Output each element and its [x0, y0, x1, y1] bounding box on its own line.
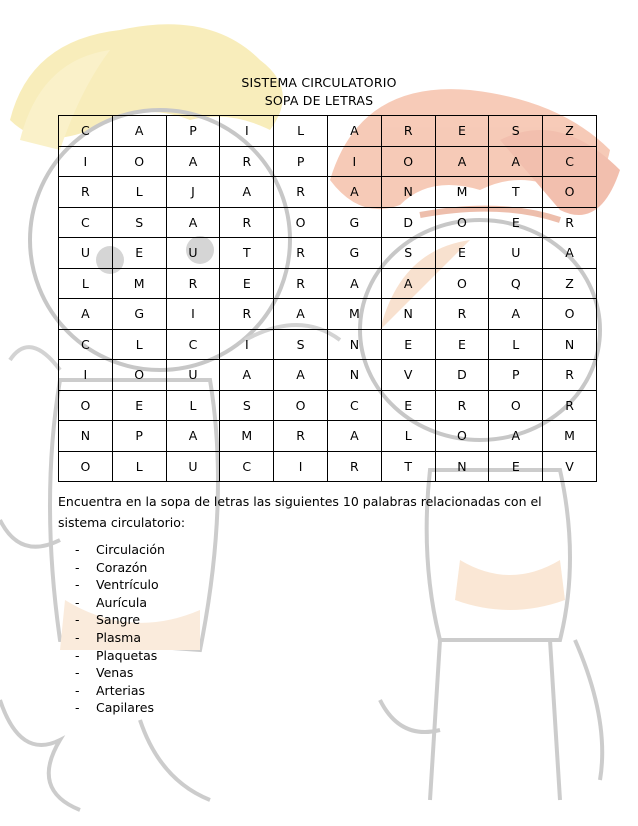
grid-row — [59, 238, 597, 269]
grid-cell: R — [543, 207, 597, 238]
grid-cell: E — [112, 390, 166, 421]
bullet-dash: - — [75, 629, 80, 645]
grid-cell: I — [59, 146, 113, 177]
grid-cell: E — [112, 238, 166, 269]
grid-cell: N — [435, 451, 489, 482]
grid-cell: C — [220, 451, 274, 482]
grid-cell: A — [435, 146, 489, 177]
word-label: Plaquetas — [96, 647, 158, 663]
grid-cell: M — [112, 268, 166, 299]
grid-cell: O — [435, 268, 489, 299]
grid-cell: E — [381, 329, 435, 360]
grid-cell: U — [166, 451, 220, 482]
list-item — [58, 541, 165, 559]
grid-cell: R — [59, 177, 113, 208]
word-label: Ventrículo — [96, 577, 159, 593]
grid-cell: S — [489, 116, 543, 147]
grid-cell: R — [543, 360, 597, 391]
grid-cell: N — [381, 299, 435, 330]
grid-cell: I — [274, 451, 328, 482]
grid-cell: R — [274, 177, 328, 208]
grid-cell: S — [220, 390, 274, 421]
grid-cell: C — [327, 390, 381, 421]
grid-cell: M — [220, 421, 274, 452]
list-item — [58, 647, 165, 665]
grid-cell: U — [489, 238, 543, 269]
grid-cell: C — [166, 329, 220, 360]
grid-cell: R — [274, 238, 328, 269]
grid-cell: C — [59, 116, 113, 147]
grid-cell: G — [327, 207, 381, 238]
list-item — [58, 682, 165, 700]
bullet-dash: - — [75, 665, 80, 681]
word-list — [58, 541, 165, 717]
grid-cell: O — [59, 390, 113, 421]
grid-cell: A — [327, 116, 381, 147]
word-search-grid — [58, 115, 597, 482]
grid-row — [59, 207, 597, 238]
grid-cell: N — [381, 177, 435, 208]
grid-cell: E — [220, 268, 274, 299]
list-item — [58, 576, 165, 594]
grid-cell: P — [166, 116, 220, 147]
grid-cell: N — [327, 360, 381, 391]
grid-cell: A — [166, 421, 220, 452]
grid-cell: L — [112, 451, 166, 482]
word-label: Aurícula — [96, 594, 148, 610]
grid-cell: P — [274, 146, 328, 177]
bullet-dash: - — [75, 647, 80, 663]
grid-cell: Q — [489, 268, 543, 299]
grid-cell: A — [327, 177, 381, 208]
grid-cell: O — [59, 451, 113, 482]
grid-cell: E — [435, 329, 489, 360]
grid-cell: O — [543, 299, 597, 330]
grid-cell: M — [435, 177, 489, 208]
grid-row — [59, 329, 597, 360]
grid-cell: D — [381, 207, 435, 238]
grid-cell: S — [381, 238, 435, 269]
page-title: SISTEMA CIRCULATORIO — [241, 75, 397, 90]
grid-cell: U — [59, 238, 113, 269]
grid-cell: C — [59, 329, 113, 360]
grid-cell: E — [435, 238, 489, 269]
bullet-dash: - — [75, 542, 80, 557]
grid-cell: L — [489, 329, 543, 360]
grid-cell: O — [435, 207, 489, 238]
grid-row — [59, 390, 597, 421]
grid-cell: R — [435, 390, 489, 421]
grid-cell: R — [220, 299, 274, 330]
grid-cell: R — [543, 390, 597, 421]
list-item — [58, 699, 165, 717]
grid-cell: C — [543, 146, 597, 177]
grid-cell: A — [59, 299, 113, 330]
grid-cell: L — [112, 329, 166, 360]
grid-row — [59, 360, 597, 391]
list-item — [58, 611, 165, 629]
grid-cell: A — [489, 421, 543, 452]
list-item — [58, 594, 165, 612]
grid-cell: T — [381, 451, 435, 482]
word-label: Sangre — [96, 612, 141, 628]
grid-cell: R — [166, 268, 220, 299]
word-label: Circulación — [96, 542, 165, 557]
grid-cell: S — [112, 207, 166, 238]
grid-row — [59, 451, 597, 482]
bullet-dash: - — [75, 612, 80, 628]
grid-cell: O — [112, 146, 166, 177]
grid-cell: M — [543, 421, 597, 452]
grid-cell: I — [220, 116, 274, 147]
grid-cell: R — [220, 207, 274, 238]
grid-cell: D — [435, 360, 489, 391]
grid-cell: R — [274, 421, 328, 452]
grid-cell: G — [112, 299, 166, 330]
grid-cell: O — [543, 177, 597, 208]
list-item — [58, 664, 165, 682]
grid-cell: O — [489, 390, 543, 421]
grid-cell: L — [274, 116, 328, 147]
grid-cell: N — [543, 329, 597, 360]
list-item — [58, 559, 165, 577]
grid-cell: R — [220, 146, 274, 177]
word-label: Arterias — [96, 682, 146, 698]
grid-cell: I — [327, 146, 381, 177]
grid-cell: U — [166, 238, 220, 269]
grid-cell: J — [166, 177, 220, 208]
grid-cell: V — [543, 451, 597, 482]
grid-cell: A — [274, 299, 328, 330]
grid-cell: A — [166, 146, 220, 177]
grid-cell: A — [220, 360, 274, 391]
grid-cell: P — [489, 360, 543, 391]
grid-cell: A — [220, 177, 274, 208]
grid-cell: O — [112, 360, 166, 391]
word-label: Plasma — [96, 629, 142, 645]
grid-row — [59, 146, 597, 177]
word-label: Venas — [96, 665, 134, 681]
grid-cell: A — [166, 207, 220, 238]
bullet-dash: - — [75, 577, 80, 593]
grid-cell: A — [327, 268, 381, 299]
grid-cell: O — [274, 207, 328, 238]
grid-cell: T — [489, 177, 543, 208]
page-subtitle: SOPA DE LETRAS — [264, 93, 374, 108]
grid-cell: E — [489, 207, 543, 238]
grid-cell: O — [274, 390, 328, 421]
bullet-dash: - — [75, 559, 80, 575]
grid-cell: C — [59, 207, 113, 238]
grid-cell: A — [327, 421, 381, 452]
grid-cell: R — [274, 268, 328, 299]
grid-cell: A — [274, 360, 328, 391]
bullet-dash: - — [75, 700, 80, 716]
grid-cell: L — [59, 268, 113, 299]
grid-cell: A — [489, 146, 543, 177]
grid-cell: L — [166, 390, 220, 421]
grid-cell: I — [59, 360, 113, 391]
grid-cell: A — [489, 299, 543, 330]
grid-cell: R — [381, 116, 435, 147]
grid-cell: Z — [543, 116, 597, 147]
grid-cell: O — [435, 421, 489, 452]
grid-cell: M — [327, 299, 381, 330]
list-item — [58, 629, 165, 647]
grid-cell: R — [435, 299, 489, 330]
grid-row — [59, 421, 597, 452]
grid-cell: I — [166, 299, 220, 330]
instructions-text: Encuentra en la sopa de letras las siguientes 10 palabras relacionadas con el sistema circulatorio: — [58, 494, 542, 530]
grid-cell: A — [381, 268, 435, 299]
grid-cell: E — [489, 451, 543, 482]
grid-cell: R — [327, 451, 381, 482]
grid-cell: N — [327, 329, 381, 360]
grid-cell: S — [274, 329, 328, 360]
grid-cell: E — [381, 390, 435, 421]
grid-cell: G — [327, 238, 381, 269]
grid-cell: A — [112, 116, 166, 147]
grid-cell: P — [112, 421, 166, 452]
grid-cell: L — [112, 177, 166, 208]
grid-row — [59, 299, 597, 330]
grid-cell: T — [220, 238, 274, 269]
word-label: Capilares — [96, 700, 154, 716]
grid-cell: E — [435, 116, 489, 147]
grid-cell: A — [543, 238, 597, 269]
grid-row — [59, 268, 597, 299]
grid-cell: U — [166, 360, 220, 391]
grid-row — [59, 116, 597, 147]
grid-cell: Z — [543, 268, 597, 299]
grid-cell: O — [381, 146, 435, 177]
grid-cell: V — [381, 360, 435, 391]
grid-cell: L — [381, 421, 435, 452]
word-label: Corazón — [96, 559, 148, 575]
grid-cell: N — [59, 421, 113, 452]
grid-row — [59, 177, 597, 208]
bullet-dash: - — [75, 682, 80, 698]
bullet-dash: - — [75, 594, 80, 610]
grid-cell: I — [220, 329, 274, 360]
